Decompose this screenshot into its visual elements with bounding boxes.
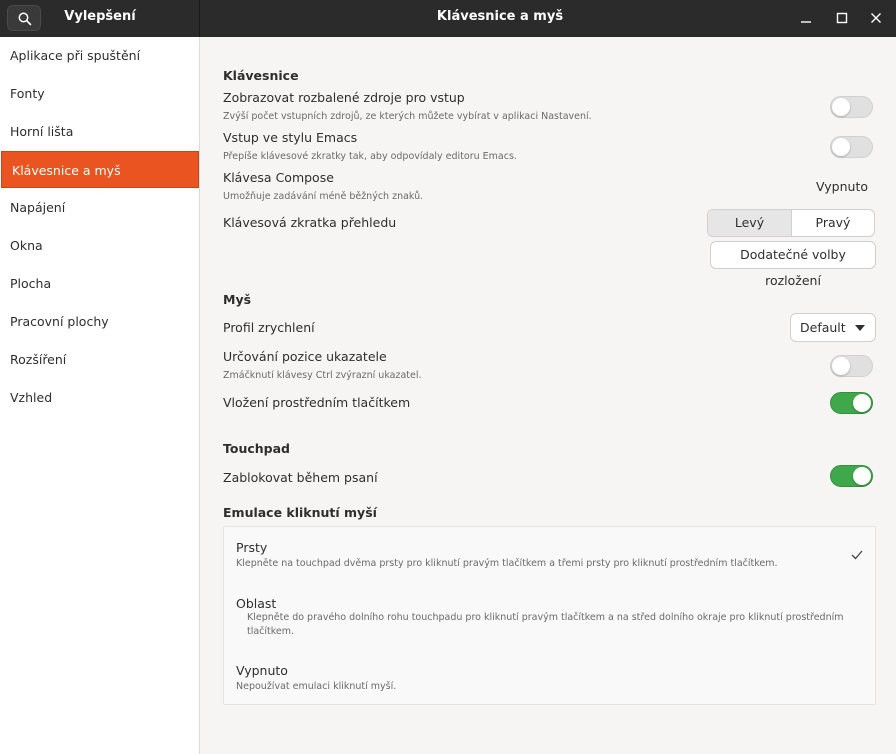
extra-layout-options-button[interactable]: Dodatečné volby rozložení [710, 241, 876, 269]
switch-knob [832, 138, 850, 156]
sidebar-item-startup-apps[interactable]: Aplikace při spuštění [10, 48, 141, 63]
sidebar-item-appearance[interactable]: Vzhled [10, 390, 53, 405]
sidebar-header [0, 0, 200, 37]
pointer-location-switch[interactable] [830, 355, 873, 377]
disable-while-typing-label: Zablokovat během psaní [223, 470, 378, 485]
compose-key-label: Klávesa Compose [223, 170, 334, 185]
switch-knob [853, 467, 871, 485]
minimize-button[interactable] [794, 6, 818, 30]
window-title: Klávesnice a myš [436, 9, 564, 24]
disable-while-typing-switch[interactable] [830, 465, 873, 487]
option-description: Nepoužívat emulaci kliknutí myší. [236, 681, 397, 692]
sidebar-item-fonts[interactable]: Fonty [10, 86, 45, 101]
maximize-icon [836, 12, 848, 24]
header-bar [0, 0, 896, 37]
click-emulation-list [223, 526, 876, 705]
minimize-icon [800, 12, 812, 24]
accel-profile-dropdown[interactable] [790, 313, 876, 342]
main-content [201, 37, 896, 754]
compose-key-description: Umožňuje zadávání méně běžných znaků. [223, 191, 424, 202]
overview-shortcut-label: Klávesová zkratka přehledu [223, 215, 397, 230]
option-title: Prsty [236, 540, 268, 555]
sidebar-item-extensions[interactable]: Rozšíření [10, 352, 67, 367]
expanded-sources-label: Zobrazovat rozbalené zdroje pro vstup [223, 90, 465, 105]
sidebar-item-workspaces[interactable]: Pracovní plochy [10, 314, 109, 329]
switch-knob [832, 357, 850, 375]
close-button[interactable] [864, 6, 888, 30]
checkmark-icon [851, 550, 863, 560]
expanded-sources-switch[interactable] [830, 96, 873, 118]
sidebar-item-top-bar[interactable]: Horní lišta [10, 124, 74, 139]
maximize-button[interactable] [830, 6, 854, 30]
keyboard-section-title: Klávesnice [223, 68, 299, 83]
compose-key-value[interactable]: Vypnuto [816, 179, 868, 194]
click-emulation-option-off[interactable] [224, 657, 875, 703]
close-icon [870, 12, 882, 24]
right-super-button[interactable]: Pravý [815, 215, 851, 230]
option-description: Klepněte na touchpad dvěma prsty pro kliknutí pravým tlačítkem a třemi prsty pro kliknutí prostředním tlačítkem. [236, 558, 778, 569]
search-button[interactable] [7, 5, 41, 31]
option-title: Oblast [236, 596, 277, 611]
switch-knob [832, 98, 850, 116]
search-icon [18, 12, 32, 26]
emacs-input-switch[interactable] [830, 136, 873, 158]
emacs-input-label: Vstup ve stylu Emacs [223, 130, 358, 145]
click-emulation-option-area[interactable] [224, 585, 875, 647]
click-emulation-title: Emulace kliknutí myší [223, 505, 377, 520]
option-title: Vypnuto [236, 663, 288, 678]
touchpad-section-title: Touchpad [223, 441, 290, 456]
middle-click-paste-switch[interactable] [830, 392, 873, 414]
overview-shortcut-toggle [707, 209, 875, 237]
sidebar-item-windows[interactable]: Okna [10, 238, 43, 253]
mouse-section-title: Myš [223, 292, 252, 307]
sidebar-item-keyboard-mouse[interactable]: Klávesnice a myš [1, 151, 199, 188]
pointer-location-label: Určování pozice ukazatele [223, 349, 387, 364]
emacs-input-description: Přepíše klávesové zkratky tak, aby odpovídaly editoru Emacs. [223, 151, 517, 162]
chevron-down-icon [855, 325, 865, 331]
accel-profile-label: Profil zrychlení [223, 320, 315, 335]
accel-profile-value: Default [800, 320, 846, 335]
expanded-sources-description: Zvýší počet vstupních zdrojů, ze kterých můžete vybírat v aplikaci Nastavení. [223, 111, 592, 122]
sidebar-item-power[interactable]: Napájení [10, 200, 66, 215]
sidebar [0, 37, 200, 754]
switch-knob [853, 394, 871, 412]
middle-click-paste-label: Vložení prostředním tlačítkem [223, 395, 411, 410]
left-super-button[interactable]: Levý [708, 210, 792, 236]
click-emulation-option-fingers[interactable] [224, 527, 875, 577]
option-description: Klepněte do pravého dolního rohu touchpadu pro kliknutí pravým tlačítkem a na střed dolního okraje pro kliknutí prostředním tlačítkem. [247, 612, 844, 637]
pointer-location-description: Zmáčknutí klávesy Ctrl zvýrazní ukazatel. [223, 370, 422, 381]
sidebar-title: Vylepšení [64, 9, 136, 24]
sidebar-item-desktop[interactable]: Plocha [10, 276, 52, 291]
